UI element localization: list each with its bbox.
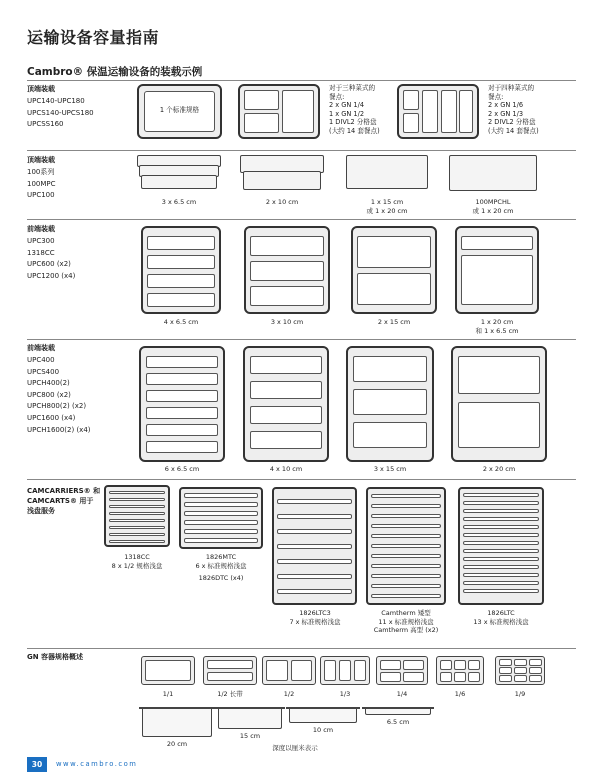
gn-1-2	[262, 656, 316, 685]
caption: 3 x 15 cm	[373, 465, 407, 473]
depth-15cm	[218, 707, 282, 729]
gn-size-label: 1/3	[339, 690, 351, 698]
front-load-2x15	[351, 226, 437, 314]
caption: 1 x 15 cm 或 1 x 20 cm	[366, 198, 408, 215]
caption: 1318CC 8 x 1/2 规格浅盘	[111, 553, 163, 570]
depth-note: 深度以厘米表示	[272, 744, 318, 752]
section-title: GN 容器规格概述	[27, 653, 84, 661]
divider	[27, 150, 576, 151]
depth-label: 10 cm	[312, 726, 334, 734]
front-load-6x6-5	[139, 346, 225, 462]
model-list: UPC400 UPCS400 UPCH400(2) UPC800 (x2) UPCH800(2) (x2) UPC1600 (x4) UPCH1600(2) (x4)	[27, 356, 91, 434]
caption: 1826MTC 6 x 标准规格浅盘 1826DTC (x4)	[195, 553, 247, 582]
divider	[27, 80, 576, 81]
page-number: 30	[27, 757, 47, 772]
four-course-note: 对于四种菜式的 餐点: 2 x GN 1/6 2 x GN 1/3 2 DIVL2 分格盘 (大约 14 套餐点)	[488, 84, 539, 135]
front-load-4x6-5	[141, 226, 221, 314]
model-list: UPC140-UPC180 UPCS140-UPCS180 UPCSS160	[27, 97, 94, 129]
divider	[27, 648, 576, 649]
model-list: 100系列 100MPC UPC100	[27, 168, 56, 200]
camtherm-low	[366, 487, 446, 605]
page-title: 运输设备容量指南	[27, 28, 160, 47]
gn-1-9	[495, 656, 545, 685]
depth-20cm	[142, 707, 212, 737]
pan-stack-1x20	[449, 155, 537, 195]
section-title: 顶端装载	[27, 156, 55, 164]
caption: 1 x 20 cm 和 1 x 6.5 cm	[475, 318, 519, 335]
depth-label: 15 cm	[239, 732, 261, 740]
depth-10cm	[289, 707, 357, 723]
gn-size-label: 1/6	[454, 690, 466, 698]
camcarrier-1826mtc	[179, 487, 263, 549]
three-course-note: 对于三种菜式的 餐点: 2 x GN 1/4 1 x GN 1/2 1 DIVL2 分格盘 (大约 14 套餐点)	[329, 84, 380, 135]
gn-1-6	[436, 656, 484, 685]
section-title: CAMCARRIERS® 和 CAMCARTS® 用于 浅盘服务	[27, 487, 101, 515]
website-link[interactable]: www.cambro.com	[56, 760, 138, 768]
gn-1-2-long	[203, 656, 257, 685]
pan-four-compartment	[397, 84, 479, 139]
pan-stack-3x6-5	[137, 155, 221, 195]
pan-three-compartment	[238, 84, 320, 139]
front-load-1x20	[455, 226, 539, 314]
pan-full-size	[137, 84, 222, 139]
caption: Camtherm 矮型 11 x 标准规格浅盘 Camtherm 高型 (x2)	[373, 609, 439, 634]
caption: 2 x 20 cm	[482, 465, 516, 473]
gn-1-4	[376, 656, 428, 685]
caption: 4 x 10 cm	[269, 465, 303, 473]
gn-size-label: 1/9	[514, 690, 526, 698]
section-title: 前端装载	[27, 344, 55, 352]
camcart-1826ltc	[458, 487, 544, 605]
gn-1-1	[141, 656, 195, 685]
caption: 3 x 10 cm	[270, 318, 304, 326]
gn-1-3	[320, 656, 370, 685]
camcart-1826ltc3	[272, 487, 357, 605]
pan-label: 1 个标准规格	[159, 106, 200, 114]
gn-size-label: 1/2	[283, 690, 295, 698]
pan-stack-1x15	[346, 155, 428, 195]
depth-label: 20 cm	[166, 740, 188, 748]
gn-size-label: 1/2 长带	[217, 690, 243, 698]
caption: 1826LTC3 7 x 标准规格浅盘	[289, 609, 341, 626]
front-load-2x20	[451, 346, 547, 462]
front-load-3x15	[346, 346, 434, 462]
caption: 1826LTC 13 x 标准规格浅盘	[473, 609, 529, 626]
caption: 100MPCHL 或 1 x 20 cm	[472, 198, 514, 215]
caption: 3 x 6.5 cm	[161, 198, 197, 206]
caption: 2 x 10 cm	[265, 198, 299, 206]
caption: 6 x 6.5 cm	[164, 465, 200, 473]
front-load-4x10	[243, 346, 329, 462]
caption: 2 x 15 cm	[377, 318, 411, 326]
gn-size-label: 1/1	[162, 690, 174, 698]
model-list: UPC300 1318CC UPC600 (x2) UPC1200 (x4)	[27, 237, 76, 280]
caption: 4 x 6.5 cm	[163, 318, 199, 326]
depth-6-5cm	[365, 707, 431, 715]
camcarrier-1318cc	[104, 485, 170, 547]
pan-stack-2x10	[240, 155, 324, 195]
divider	[27, 339, 576, 340]
front-load-3x10	[244, 226, 330, 314]
divider	[27, 219, 576, 220]
gn-size-label: 1/4	[396, 690, 408, 698]
page-subtitle: Cambro® 保温运输设备的装载示例	[27, 66, 203, 78]
depth-label: 6.5 cm	[386, 718, 410, 726]
divider	[27, 479, 576, 480]
section-title: 顶端装载	[27, 85, 55, 93]
section-title: 前端装载	[27, 225, 55, 233]
